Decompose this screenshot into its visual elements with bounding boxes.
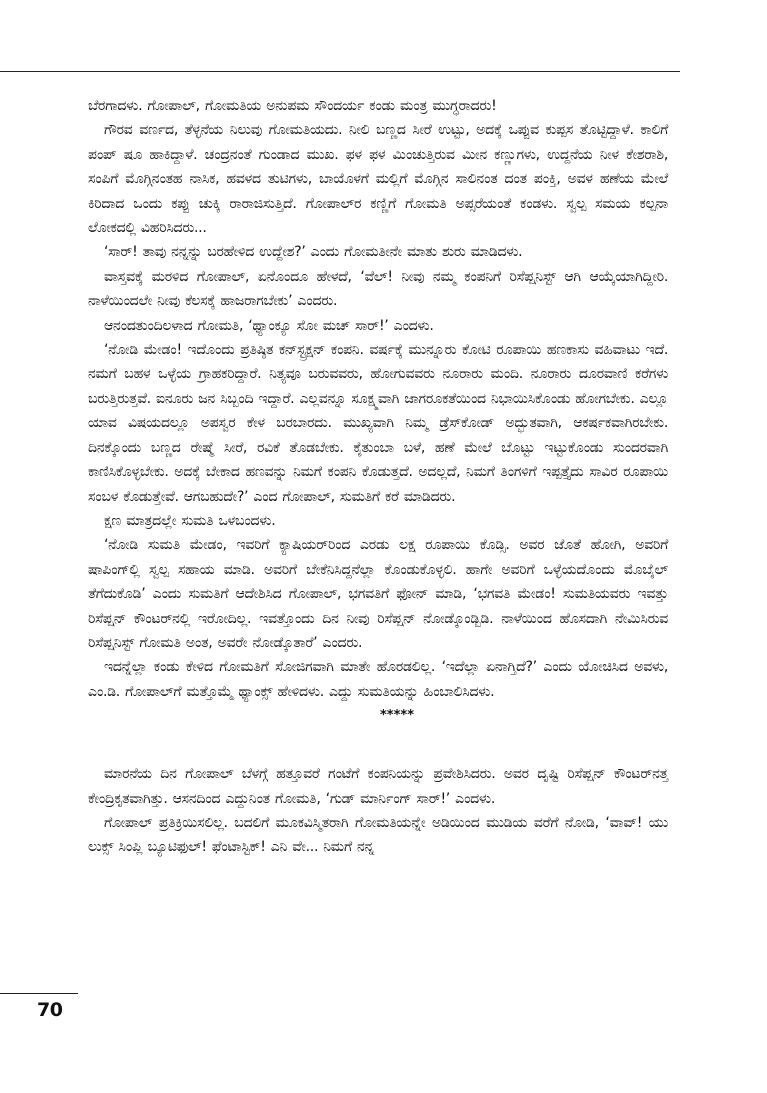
- paragraph: ‘ನೋಡಿ ಮೇಡಂ! ಇದೊಂದು ಪ್ರತಿಷ್ಠಿತ ಕನ್‌ಸ್ಟ್ರಕ್ಷನ್ ಕಂಪನಿ. ವರ್ಷಕ್ಕೆ ಮುನ್ನೂರು ಕೋಟಿ ರೂಪಾಯಿ ಹಣಕಾಸು ವಹಿವಾಟು ಇದೆ. ನಮಗೆ ಬಹಳ ಒಳ್ಳೆಯ ಗ್ರಾಹಕರಿದ್ದಾರೆ. ನಿತ್ಯವೂ ಬರುವವರು, ಹೋಗುವವರು ನೂರಾರು ಮಂದಿ. ನೂರಾರು ದೂರವಾಣಿ ಕರೆಗಳು ಬರುತ್ತಿರುತ್ತವೆ. ಐನೂರು ಜನ ಸಿಬ್ಬಂದಿ ಇದ್ದಾರೆ. ಎಲ್ಲವನ್ನೂ ಸೂಕ್ಷ್ಮವಾಗಿ ಜಾಗರೂಕತೆಯಿಂದ ನಿಭಾಯಿಸಿಕೊಂಡು ಹೋಗಬೇಕು. ಎಲ್ಲೂ ಯಾವ ವಿಷಯದಲ್ಲೂ ಅಪಸ್ವರ ಕೇಳ ಬರಬಾರದು. ಮುಖ್ಯವಾಗಿ ನಿಮ್ಮ ಡ್ರೆಸ್‌ಕೋಡ್ ಅದ್ಭುತವಾಗಿ, ಆಕರ್ಷಕವಾಗಿರಬೇಕು. ದಿನಕ್ಕೊಂದು ಬಣ್ಣದ ರೇಷ್ಮೆ ಸೀರೆ, ರವಿಕೆ ತೊಡಬೇಕು. ಕೈತುಂಬಾ ಬಳೆ, ಹಣೆ ಮೇಲೆ ಬೊಟ್ಟು ಇಟ್ಟುಕೊಂಡು ಸುಂದರವಾಗಿ ಕಾಣಿಸಿಕೊಳ್ಳಬೇಕು. ಅದಕ್ಕೆ ಬೇಕಾದ ಹಣವನ್ನು ನಿಮಗೆ ಕಂಪನಿ ಕೊಡುತ್ತದೆ. ಅದಲ್ಲದೆ, ನಿಮಗೆ ತಿಂಗಳಿಗೆ ಇಪ್ಪತ್ತೈದು ಸಾವಿರ ರೂಪಾಯಿ ಸಂಬಳ ಕೊಡುತ್ತೇವೆ. ಆಗಬಹುದೇ?’ ಎಂದ ಗೋಪಾಲ್, ಸುಮತಿಗೆ ಕರೆ ಮಾಡಿದರು.: [88, 342, 668, 505]
- page-body: [88, 94, 668, 860]
- paragraph: ‘ನೋಡಿ ಸುಮತಿ ಮೇಡಂ, ಇವರಿಗೆ ಕ್ಯಾಷಿಯರ್‌ರಿಂದ ಎರಡು ಲಕ್ಷ ರೂಪಾಯಿ ಕೊಡ್ಸಿ. ಅವರ ಜೊತೆ ಹೋಗಿ, ಅವರಿಗೆ ಷಾಪಿಂಗ್‌ಲ್ಲಿ ಸ್ವಲ್ಪ ಸಹಾಯ ಮಾಡಿ. ಅವರಿಗೆ ಬೇಕೆನಿಸಿದ್ದನೆಲ್ಲಾ ಕೊಂಡುಕೊಳ್ಳಲಿ. ಹಾಗೇ ಅವರಿಗೆ ಒಳ್ಳೆಯದೊಂದು ಮೊಬೈಲ್ ತೆಗೆದುಕೊಡಿ’ ಎಂದು ಸುಮತಿಗೆ ಆದೇಶಿಸಿದ ಗೋಪಾಲ್, ಭಗವತಿಗೆ ಫೋನ್ ಮಾಡಿ, ‘ಭಗವತಿ ಮೇಡಂ! ಸುಮತಿಯವರು ಇವತ್ತು ರಿಸೆಪ್ಷನ್ ಕೌಂಟರ್‌ನಲ್ಲಿ ಇರೋದಿಲ್ಲ. ಇವತ್ತೊಂದು ದಿನ ನೀವು ರಿಸೆಪ್ಷನ್ ನೋಡ್ಕೊಂಡ್ಬಿಡಿ. ನಾಳೆಯಿಂದ ಹೊಸದಾಗಿ ನೇಮಿಸಿರುವ ರಿಸೆಪ್ಷನಿಸ್ಟ್ ಗೋಮತಿ ಅಂತ, ಅವರೇ ನೋಡ್ಕೊತಾರೆ’ ಎಂದರು.: [88, 537, 668, 651]
- paragraph: ಇದನ್ನೆಲ್ಲಾ ಕಂಡು ಕೇಳಿದ ಗೋಮತಿಗೆ ಸೋಜಿಗವಾಗಿ ಮಾತೇ ಹೊರಡಲಿಲ್ಲ. ‘ಇದೆಲ್ಲಾ ಏನಾಗ್ತಿದೆ?’ ಎಂದು ಯೋಚಿಸಿದ ಅವಳು, ಎಂ.ಡಿ. ಗೋಪಾಲ್‌ಗೆ ಮತ್ತೊಮ್ಮೆ ಥ್ಯಾಂಕ್ಸ್ ಹೇಳಿದಳು. ಎದ್ದು ಸುಮತಿಯನ್ನು ಹಿಂಬಾಲಿಸಿದಳು.: [88, 659, 668, 700]
- paragraph: ಮಾರನೆಯ ದಿನ ಗೋಪಾಲ್ ಬೆಳಗ್ಗೆ ಹತ್ತೂವರೆ ಗಂಟೆಗೆ ಕಂಪನಿಯನ್ನು ಪ್ರವೇಶಿಸಿದರು. ಅವರ ದೃಷ್ಟಿ ರಿಸೆಪ್ಷನ್ ಕೌಂಟರ್‌ನತ್ತ ಕೇಂದ್ರಿಕೃತವಾಗಿತ್ತು. ಆಸನದಿಂದ ಎದ್ದುನಿಂತ ಗೋಮತಿ, ‘ಗುಡ್ ಮಾರ್ನಿಂಗ್ ಸಾರ್!’ ಎಂದಳು.: [88, 766, 668, 807]
- paragraph: ಆನಂದತುಂದಿಲಳಾದ ಗೋಮತಿ, ‘ಥ್ಯಾಂಕ್ಯೂ ಸೋ ಮಚ್ ಸಾರ್!’ ಎಂದಳು.: [104, 317, 434, 334]
- page-number-rule: [0, 993, 78, 994]
- paragraph: ಗೋಪಾಲ್ ಪ್ರತಿಕ್ರಿಯಿಸಲಿಲ್ಲ. ಬದಲಿಗೆ ಮೂಕವಿಸ್ಮಿತರಾಗಿ ಗೋಮತಿಯನ್ನೇ ಅಡಿಯಿಂದ ಮುಡಿಯ ವರೆಗೆ ನೋಡಿ, ‘ವಾವ್! ಯು ಲುಕ್ಸ್ ಸಿಂಪ್ಲಿ ಬ್ಯೂಟಿಫುಲ್! ಫೆಂಟಾಸ್ಟಿಕ್! ಎನಿ ವೇ... ನಿಮಗೆ ನನ್ನ: [88, 814, 668, 856]
- paragraph: ಗೌರವ ವರ್ಣದ, ತೆಳ್ಳನೆಯ ನಿಲುವು ಗೋಮತಿಯದು. ನೀಲಿ ಬಣ್ಣದ ಸೀರೆ ಉಟ್ಟು, ಅದಕ್ಕೆ ಒಪ್ಪುವ ಕುಪ್ಪಸ ತೊಟ್ಟಿದ್ದಾಳೆ. ಕಾಲಿಗೆ ಪಂಪ್ ಷೂ ಹಾಕಿದ್ದಾಳೆ. ಚಂದ್ರನಂತೆ ಗುಂಡಾದ ಮುಖ. ಫಳ ಫಳ ಮಿಂಚುತ್ತಿರುವ ಮೀನ ಕಣ್ಣುಗಳು, ಉದ್ದನೆಯ ನೀಳ ಕೇಶರಾಶಿ, ಸಂಪಿಗೆ ಮೊಗ್ಗಿನಂತಹ ನಾಸಿಕ, ಹವಳದ ತುಟಿಗಳು, ಬಾಯೊಳಗೆ ಮಲ್ಲಿಗೆ ಮೊಗ್ಗಿನ ಸಾಲಿನಂತ ದಂತ ಪಂಕ್ತಿ, ಅವಳ ಹಣೆಯ ಮೇಲೆ ಕಿರಿದಾದ ಒಂದು ಕಪ್ಪು ಚುಕ್ಕಿ ರಾರಾಜಿಸುತ್ತಿದೆ. ಗೋಪಾಲ್‌ರ ಕಣ್ಣಿಗೆ ಗೋಮತಿ ಅಪ್ಸರೆಯಂತೆ ಕಂಡಳು. ಸ್ವಲ್ಪ ಸಮಯ ಕಲ್ಪನಾ ಲೋಕದಲ್ಲಿ ವಿಹರಿಸಿದರು...: [88, 122, 668, 237]
- paragraph: ‘ಸಾರ್! ತಾವು ನನ್ನನ್ನು ಬರಹೇಳಿದ ಉದ್ದೇಶ?’ ಎಂದು ಗೋಮತೀನೇ ಮಾತು ಶುರು ಮಾಡಿದಳು.: [104, 244, 523, 261]
- page-number: 70: [37, 999, 63, 1021]
- paragraph: ವಾಸ್ತವಕ್ಕೆ ಮರಳಿದ ಗೋಪಾಲ್, ಏನೊಂದೂ ಹೇಳದೆ, ‘ವೆಲ್! ನೀವು ನಮ್ಮ ಕಂಪನಿಗೆ ರಿಸೆಪ್ಷನಿಸ್ಟ್ ಆಗಿ ಆಯ್ಕೆಯಾಗಿದ್ದೀರಿ. ನಾಳೆಯಿಂದಲೇ ನೀವು ಕೆಲಸಕ್ಕೆ ಹಾಜರಾಗಬೇಕು’ ಎಂದರು.: [88, 268, 668, 310]
- top-rule: [0, 71, 680, 72]
- section-break: *****: [380, 708, 414, 724]
- paragraph: ಕ್ಷಣ ಮಾತ್ರದಲ್ಲೇ ಸುಮತಿ ಒಳಬಂದಳು.: [104, 512, 276, 529]
- paragraph: ಬೆರಗಾದಳು. ಗೋಪಾಲ್, ಗೋಮತಿಯ ಅನುಪಮ ಸೌಂದರ್ಯ ಕಂಡು ಮಂತ್ರ ಮುಗ್ಧರಾದರು!: [88, 98, 497, 114]
